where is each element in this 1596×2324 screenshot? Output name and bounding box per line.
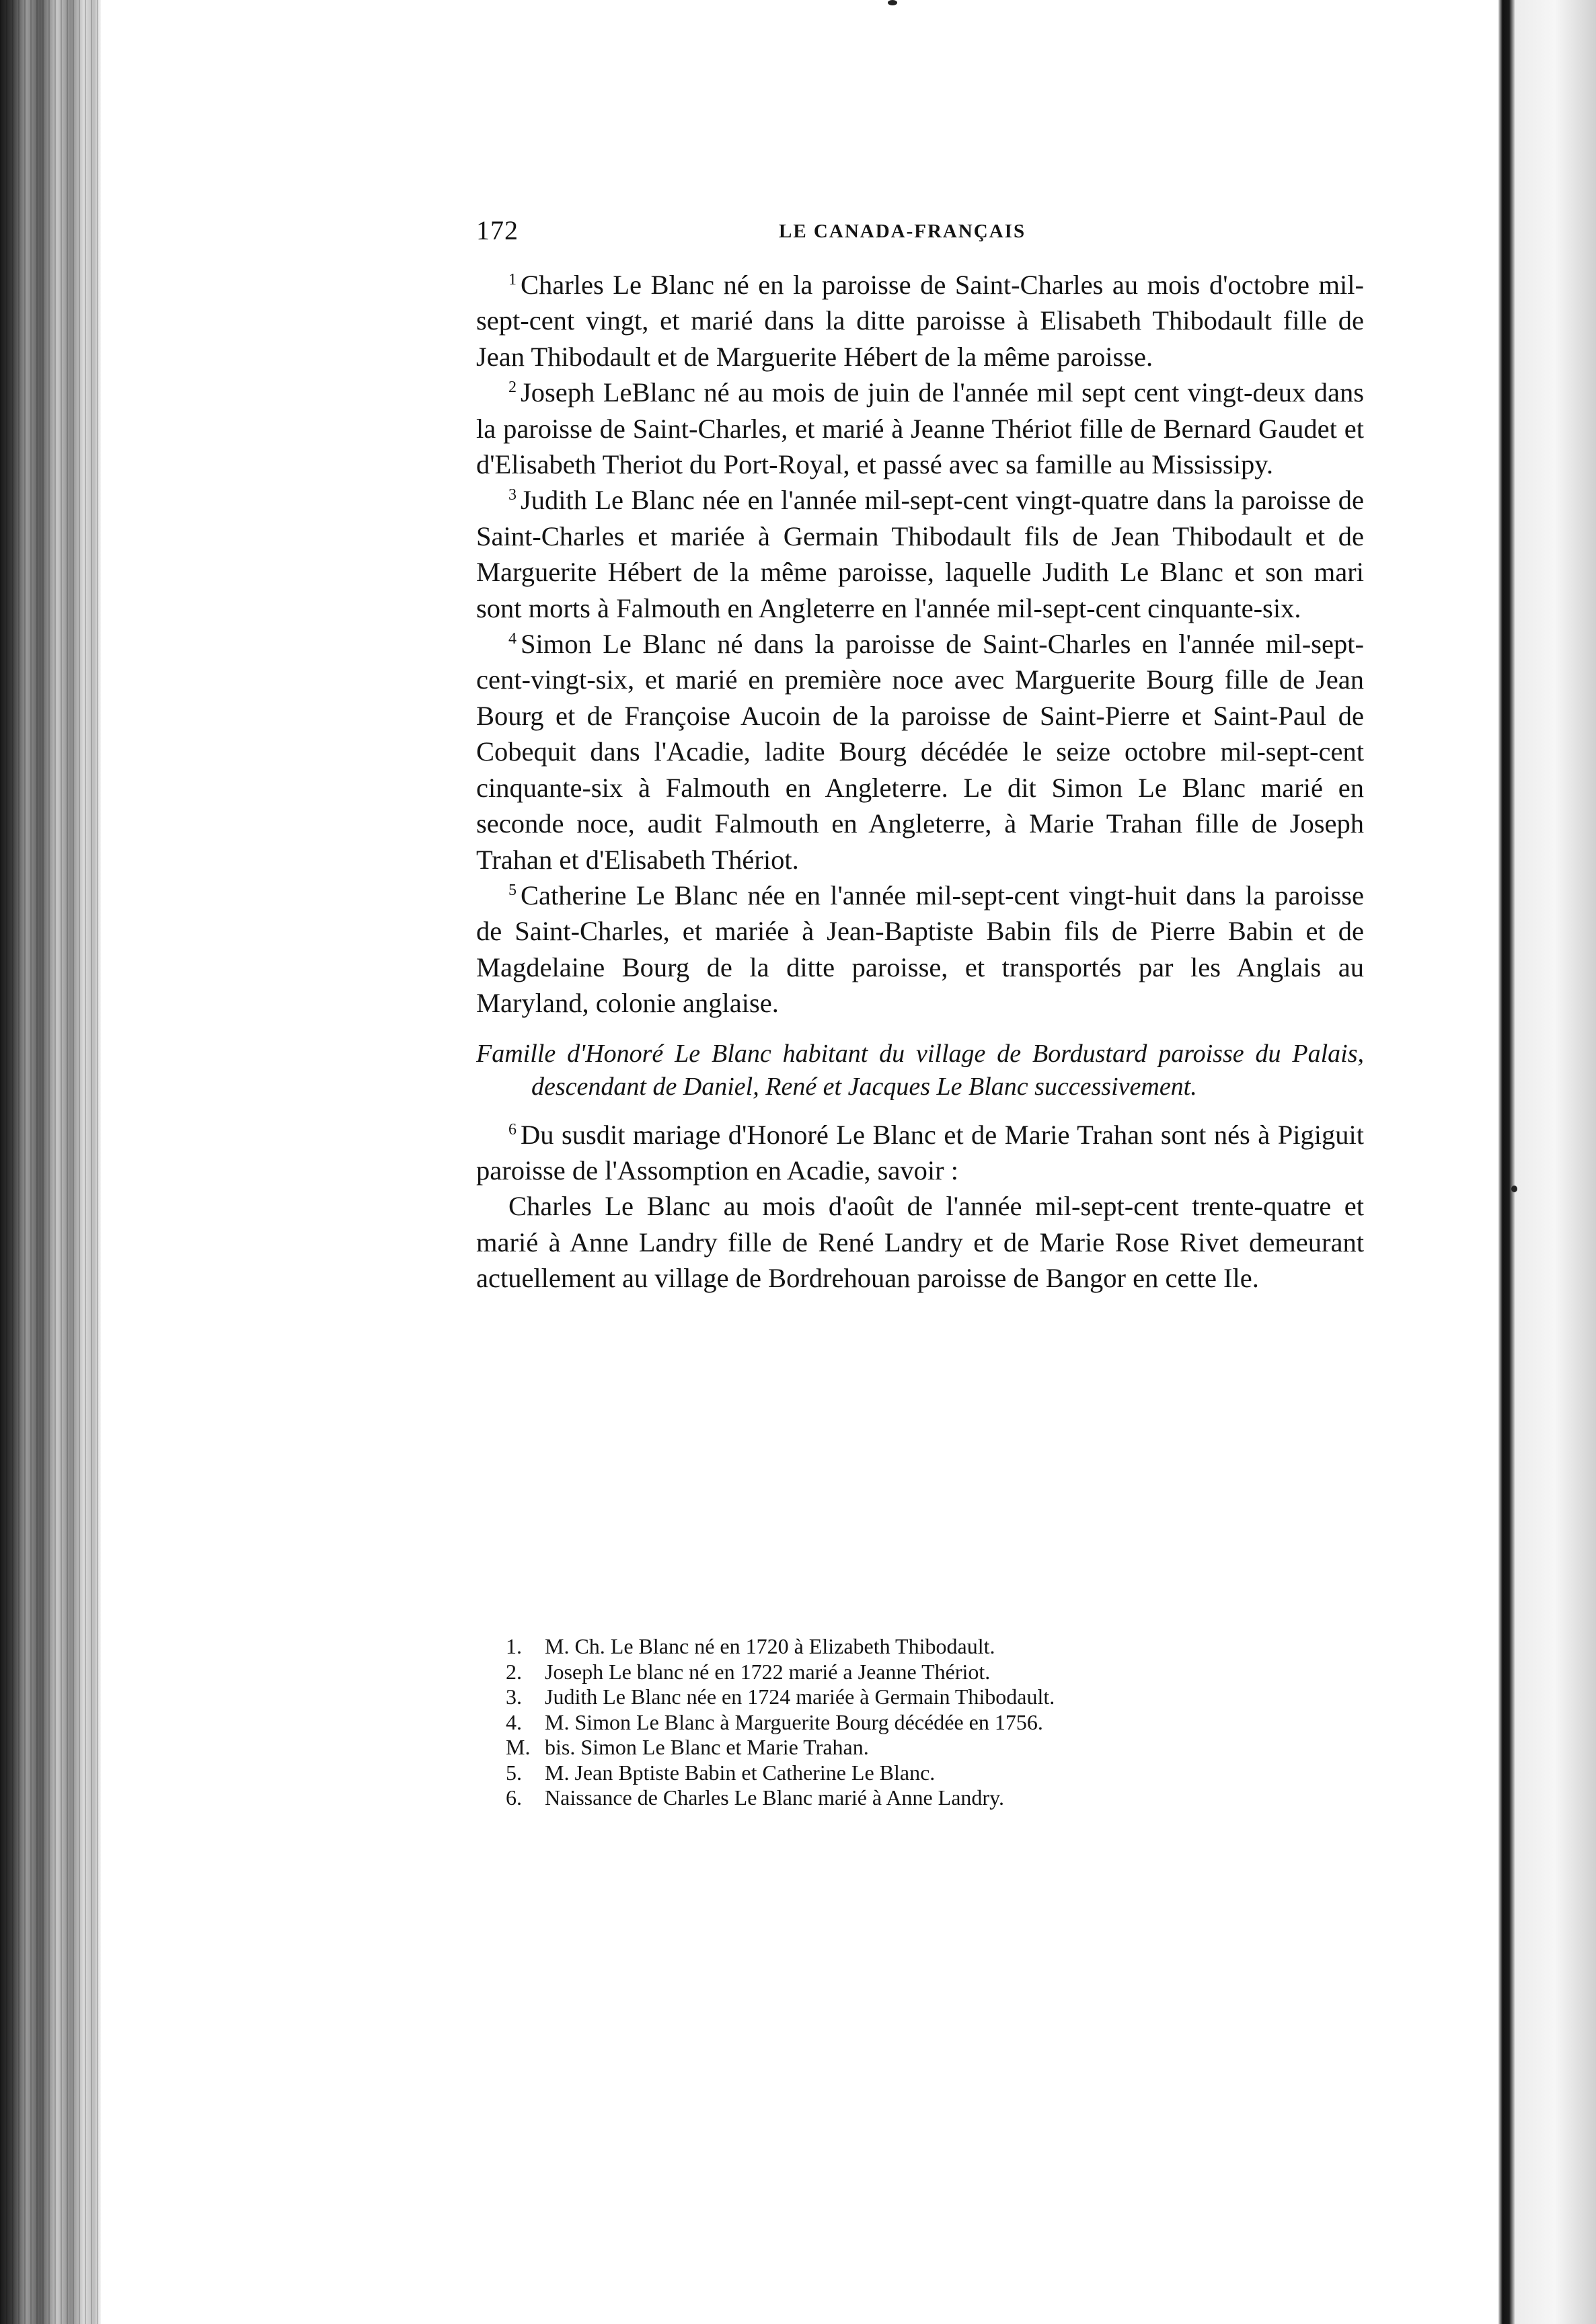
note-marker: 4 xyxy=(508,630,517,648)
footnote-number: 1. xyxy=(506,1634,522,1658)
footnote-number: 3. xyxy=(506,1684,522,1709)
footnote-row xyxy=(506,1634,1279,1660)
note-marker: 2 xyxy=(508,379,517,397)
footnote-row xyxy=(506,1710,1279,1736)
footnote-text: M. Simon Le Blanc à Marguerite Bourg décédée en 1756. xyxy=(545,1709,1043,1734)
footnote-text: Naissance de Charles Le Blanc marié à Anne Landry. xyxy=(545,1785,1004,1810)
paragraph-text: Du susdit mariage d'Honoré Le Blanc et de Marie Trahan sont nés à Pigiguit paroisse de l'Assomption en Acadie, savoir : xyxy=(476,1119,1364,1186)
footnote-number: 5. xyxy=(506,1760,522,1785)
footnote-row xyxy=(506,1660,1279,1685)
paragraph-text: Joseph LeBlanc né au mois de juin de l'année mil sept cent vingt-deux dans la paroisse de Saint-Charles, et marié à Jeanne Thériot fille de Bernard Gaudet et d'Elisabeth Theriot du Port-Royal, et passé avec sa famille au Mississipy. xyxy=(476,377,1364,480)
facing-page-margin xyxy=(1515,0,1596,2324)
footnotes xyxy=(506,1634,1279,1811)
note-marker: 5 xyxy=(508,881,517,899)
note-marker: 3 xyxy=(508,486,517,504)
ink-speck xyxy=(888,0,897,5)
footnote-text: Joseph Le blanc né en 1722 marié a Jeanne Thériot. xyxy=(545,1659,991,1684)
paragraph-text: Catherine Le Blanc née en l'année mil-sept-cent vingt-huit dans la paroisse de Saint-Charles, et mariée à Jean-Baptiste Babin fils de Pierre Babin et de Magdelaine Bourg de la ditte paroisse, et transportés par les Anglais au Maryland, colonie anglaise. xyxy=(476,880,1364,1019)
family-heading: Famille d'Honoré Le Blanc habitant du village de Bordustard paroisse du Palais, descendant de Daniel, René et Jacques Le Blanc successivement. xyxy=(476,1039,1364,1101)
running-head: LE CANADA-FRANÇAIS xyxy=(779,221,1026,242)
book-binding-edge xyxy=(0,0,101,2324)
footnote-row xyxy=(506,1785,1279,1811)
main-text xyxy=(476,267,1364,1296)
paragraph-6 xyxy=(476,1117,1364,1189)
footnote-text: bis. Simon Le Blanc et Marie Trahan. xyxy=(545,1735,869,1759)
footnote-number: 6. xyxy=(506,1785,522,1810)
paragraph-5 xyxy=(476,878,1364,1021)
paragraph-4 xyxy=(476,626,1364,878)
page-header xyxy=(476,214,1371,247)
page-edge-shadow xyxy=(1498,0,1515,2324)
footnote-text: Judith Le Blanc née en 1724 mariée à Germain Thibodault. xyxy=(545,1684,1055,1709)
paragraph-6-continuation: Charles Le Blanc au mois d'août de l'année mil-sept-cent trente-quatre et marié à Anne Landry fille de René Landry et de Marie Rose Rivet demeurant actuellement au village de Bordrehouan paroisse de Bangor en cette Ile. xyxy=(476,1191,1364,1294)
paragraph-text: Charles Le Blanc né en la paroisse de Saint-Charles au mois d'octobre mil-sept-cent vingt, et marié dans la ditte paroisse à Elisabeth Thibodault fille de Jean Thibodault et de Marguerite Hébert de la même paroisse. xyxy=(476,270,1364,372)
footnote-row xyxy=(506,1760,1279,1786)
footnote-number: M. xyxy=(506,1735,531,1759)
footnote-text: M. Jean Bptiste Babin et Catherine Le Blanc. xyxy=(545,1760,936,1785)
footnote-text: M. Ch. Le Blanc né en 1720 à Elizabeth Thibodault. xyxy=(545,1634,995,1658)
paragraph-text: Simon Le Blanc né dans la paroisse de Saint-Charles en l'année mil-sept-cent-vingt-six, et marié en première noce avec Marguerite Bourg fille de Jean Bourg et de Françoise Aucoin de la paroisse de Saint-Pierre et Saint-Paul de Cobequit dans l'Acadie, ladite Bourg décédée le seize octobre mil-sept-cent cinquante-six à Falmouth en Angleterre. Le dit Simon Le Blanc marié en seconde noce, audit Falmouth en Angleterre, à Marie Trahan fille de Joseph Trahan et d'Elisabeth Thériot. xyxy=(476,629,1364,875)
paragraph-text: Judith Le Blanc née en l'année mil-sept-cent vingt-quatre dans la paroisse de Saint-Charles et mariée à Germain Thibodault fils de Jean Thibodault et de Marguerite Hébert de la même paroisse, laquelle Judith Le Blanc et son mari sont morts à Falmouth en Angleterre en l'année mil-sept-cent cinquante-six. xyxy=(476,485,1364,623)
page-number: 172 xyxy=(476,215,519,245)
paragraph-2 xyxy=(476,375,1364,482)
note-marker: 1 xyxy=(508,271,517,288)
paragraph-3 xyxy=(476,482,1364,626)
note-marker: 6 xyxy=(508,1120,517,1138)
footnote-row xyxy=(506,1684,1279,1710)
ink-speck xyxy=(1511,1186,1517,1192)
footnote-row xyxy=(506,1735,1279,1760)
paragraph-1 xyxy=(476,267,1364,375)
footnote-number: 2. xyxy=(506,1659,522,1684)
footnote-number: 4. xyxy=(506,1709,522,1734)
